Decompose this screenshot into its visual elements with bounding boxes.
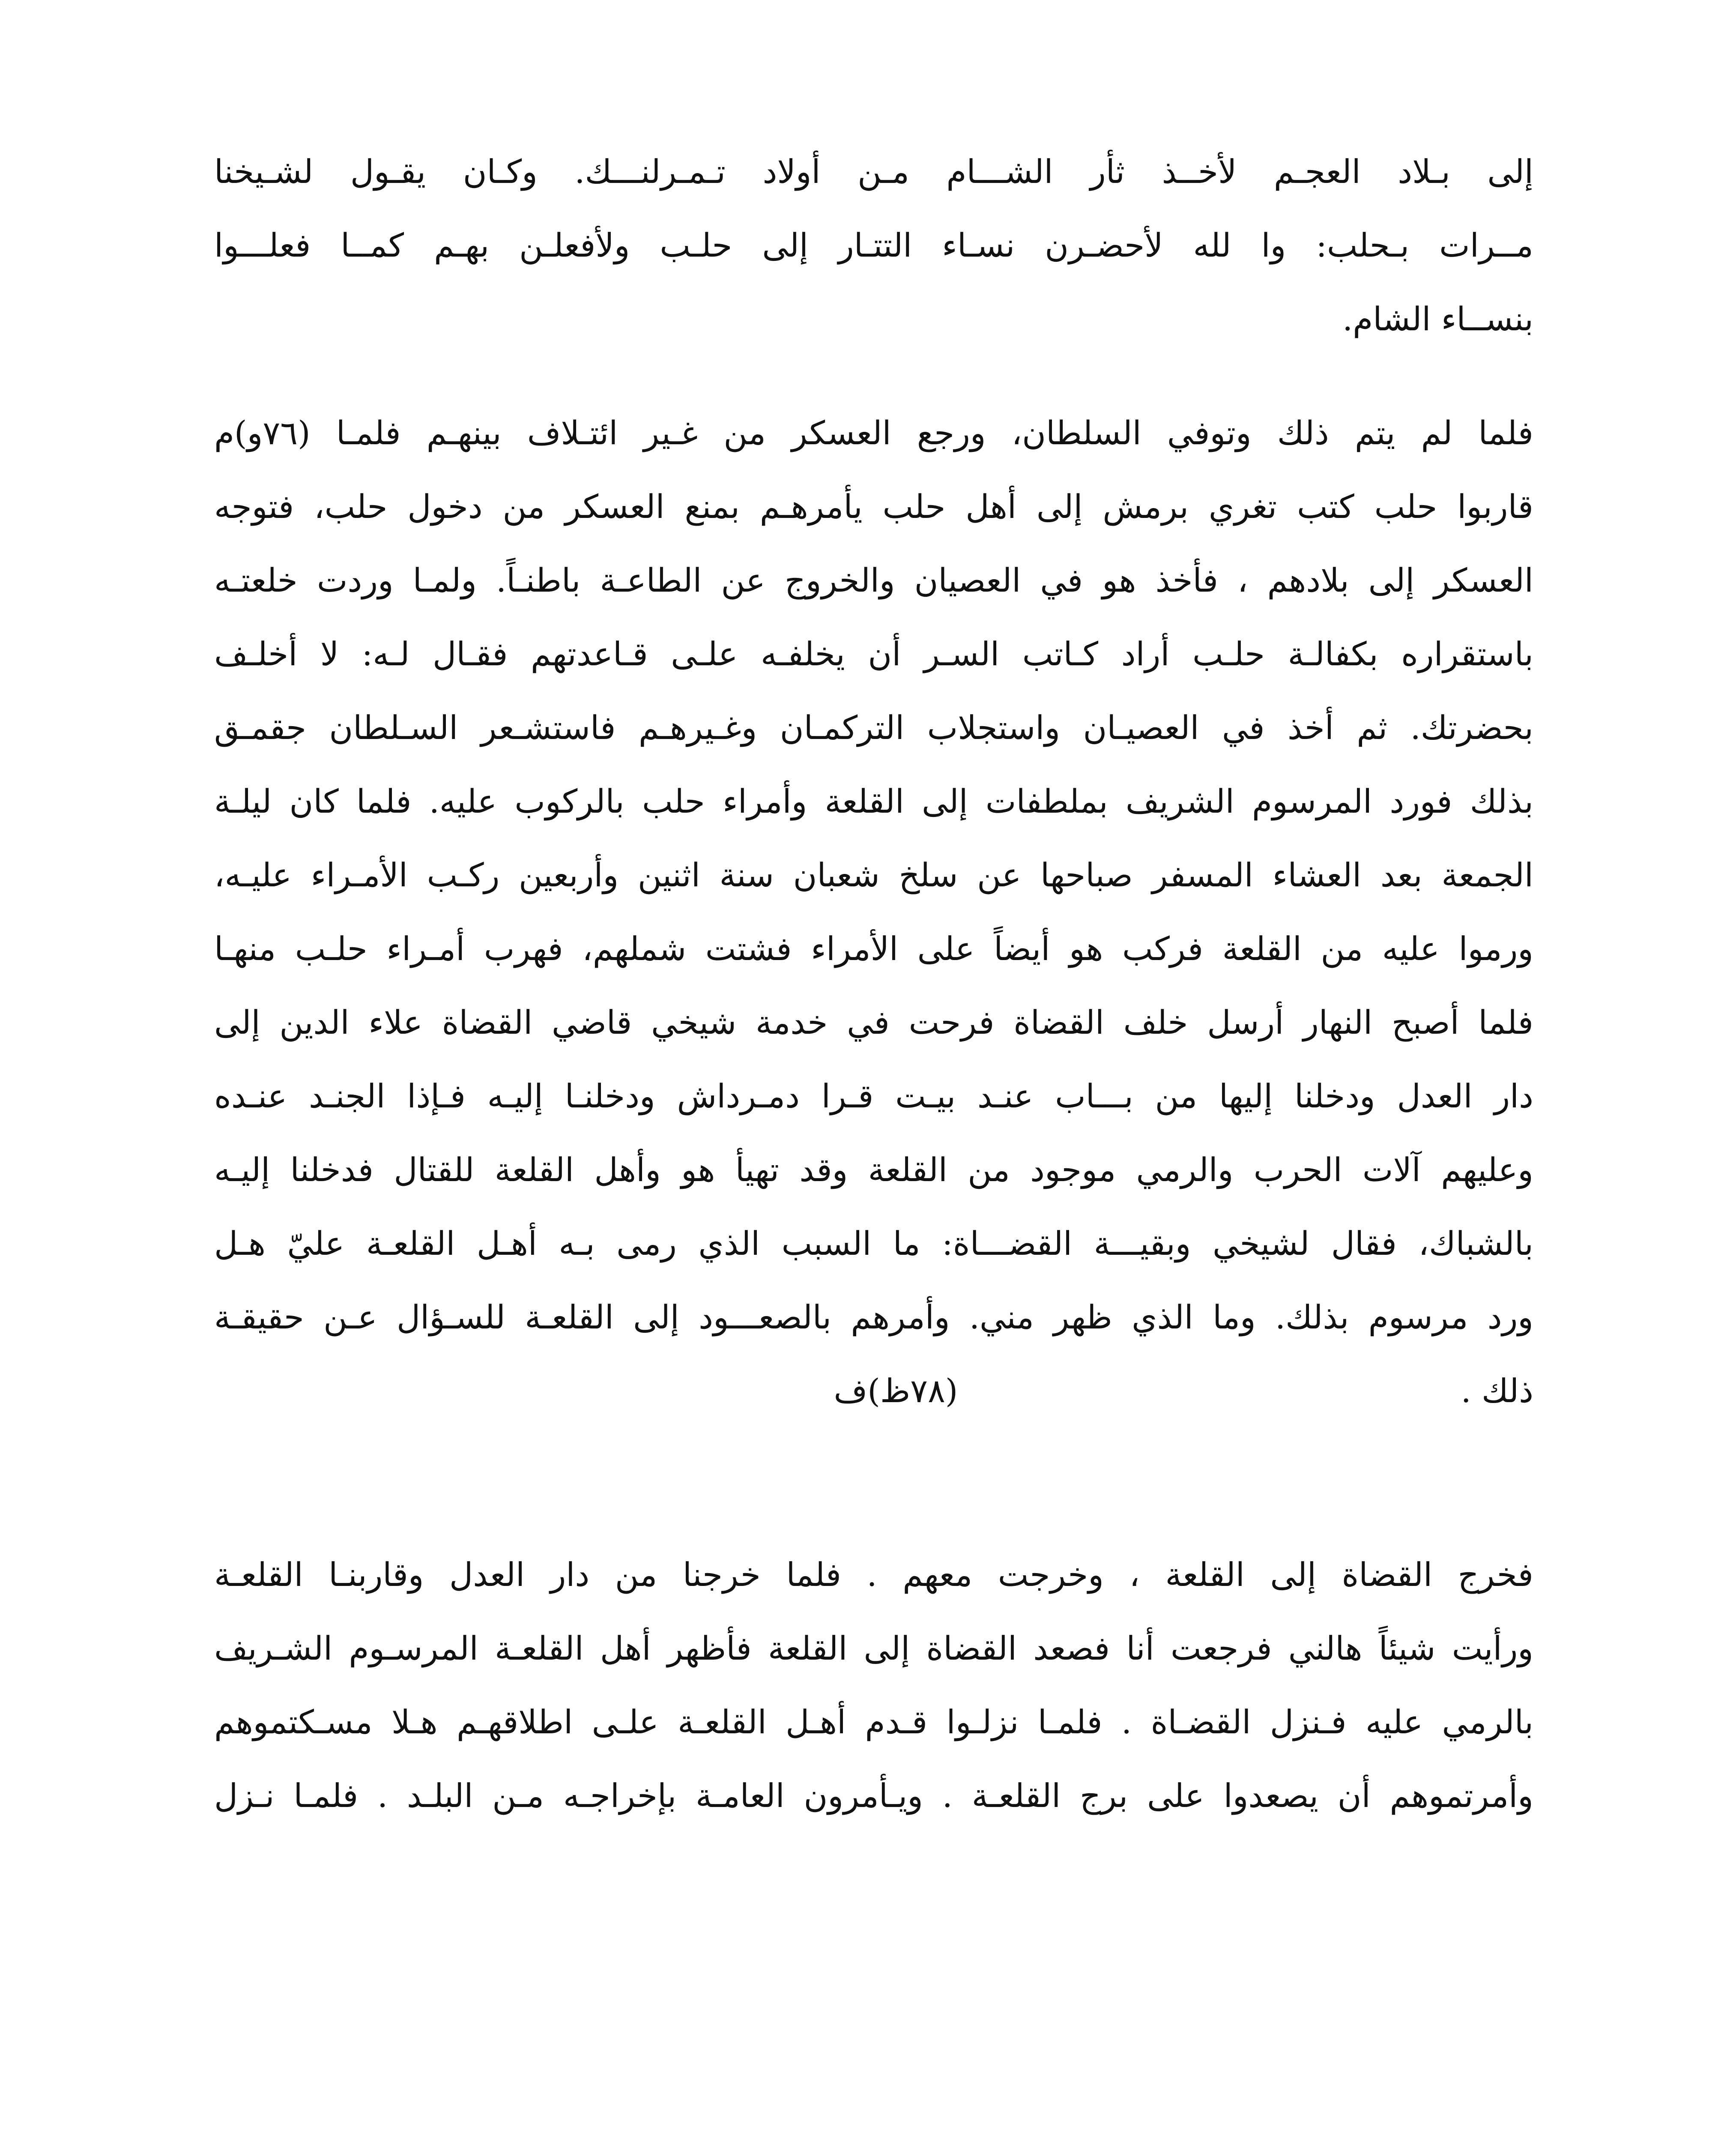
text-line: مــرات بـحلب: وا لله لأحضـرن نسـاء التتـار إلى حلـب ولأفعلـن بهـم كمــا فعلـــوا: [214, 226, 1533, 264]
text-line: العسكر إلى بلادهم ، فأخذ هو في العصيان والخروج عن الطاعـة باطنـاً. ولمـا وردت خلعتـه: [214, 561, 1533, 599]
text-line: بالرمي عليه فـنزل القضـاة . فلمـا نزلـوا قـدم أهـل القلعـة علـى اطلاقهـم هـلا مسـكتموهم: [214, 1703, 1533, 1741]
paragraph-2: [214, 396, 1533, 1428]
text-line: بالشباك، فقال لشيخي وبقيـــة القضـــاة: ما السبب الذي رمى بـه أهـل القلعـة عليّ هـل: [214, 1224, 1533, 1262]
text-line-end: ذلك .: [1461, 1372, 1533, 1410]
text-line: ورد مرسوم بذلك. وما الذي ظهر مني. وأمرهم بالصعـــود إلى القلعـة للسـؤال عـن حقيقـة: [214, 1298, 1533, 1336]
text-line: فخرج القضاة إلى القلعة ، وخرجت معهم . فلما خرجنا من دار العدل وقاربنـا القلعـة: [214, 1556, 1533, 1594]
text-line: بنســاء الشام.: [1342, 300, 1533, 338]
last-text-line: [214, 1354, 1533, 1428]
text-line: الجمعة بعد العشاء المسفر صباحها عن سلخ شعبان سنة اثنين وأربعين ركـب الأمـراء عليـه،: [214, 856, 1533, 894]
paragraph-1: [214, 135, 1533, 356]
text-line: فلما أصبح النهار أرسل خلف القضاة فرحت في خدمة شيخي قاضي القضاة علاء الدين إلى: [214, 1003, 1533, 1041]
paragraph-3: [214, 1538, 1533, 1833]
text-line: وأمرتموهم أن يصعدوا على برج القلعـة . ويـأمرون العامـة بإخراجـه مـن البلـد . فلمـا نـزل: [214, 1777, 1533, 1815]
text-line: دار العدل ودخلنا إليها من بـــاب عنـد بيـت قـرا دمـرداش ودخلنـا إليـه فـإذا الجنـد عنـده: [214, 1077, 1533, 1115]
text-line: قاربوا حلب كتب تغري برمش إلى أهل حلب يأمرهـم بمنع العسكر من دخول حلب، فتوجه: [214, 488, 1533, 526]
text-line: باستقراره بكفالـة حلـب أراد كـاتب السـر أن يخلفـه علـى قـاعدتهم فقـال لـه: لا أخلـف: [214, 635, 1533, 673]
text-line: ورموا عليه من القلعة فركب هو أيضاً على الأمراء فشتت شملهم، فهرب أمـراء حلـب منهـا: [214, 930, 1533, 968]
text-line: إلى بـلاد العجـم لأخــذ ثأر الشـــام مـن أولاد تـمـرلنـــك. وكـان يقـول لشـيخنا: [214, 153, 1533, 191]
text-line: فلما لم يتم ذلك وتوفي السلطان، ورجع العسكر من غـير ائتـلاف بينهـم فلمـا (٧٦و)م: [214, 414, 1533, 452]
text-line: بحضرتك. ثم أخذ في العصيـان واستجلاب التركمـان وغـيرهـم فاستشـعر السـلطان جقمـق: [214, 709, 1533, 747]
text-line: بذلك فورد المرسوم الشريف بملطفات إلى القلعة وأمراء حلب بالركوب عليه. فلما كان ليلـة: [214, 782, 1533, 820]
manuscript-folio-reference: (٧٨ظ)ف: [834, 1372, 958, 1410]
text-line: وعليهم آلات الحرب والرمي موجود من القلعة وقد تهيأ هو وأهل القلعة للقتال فدخلنا إليـه: [214, 1151, 1533, 1189]
text-line: ورأيت شيئاً هالني فرجعت أنا فصعد القضاة إلى القلعة فأظهر أهل القلعـة المرسـوم الشـريف: [214, 1629, 1533, 1667]
